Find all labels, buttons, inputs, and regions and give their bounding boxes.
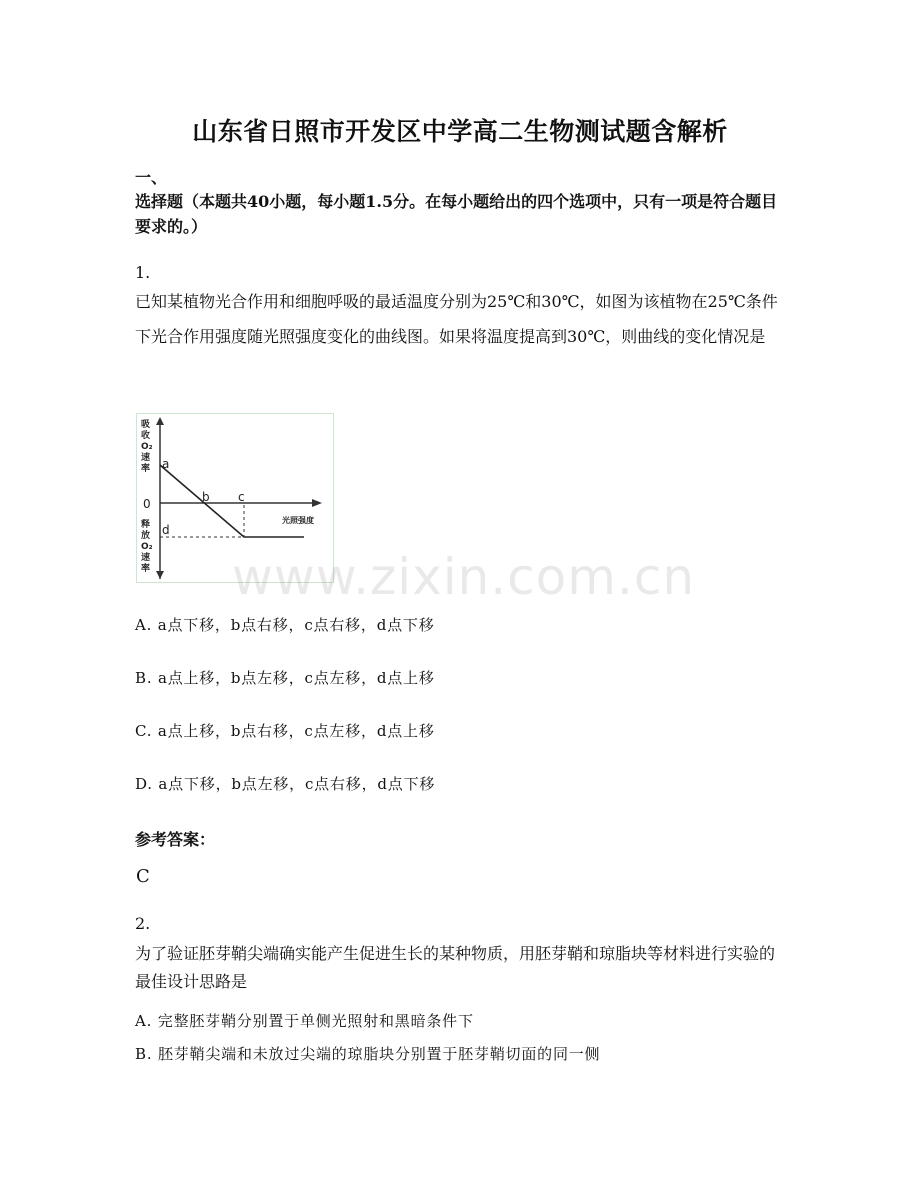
y-top-label-4: 速: [141, 453, 151, 463]
y-top-label-3: O₂: [141, 442, 153, 452]
question-1-option-a: A. a点下移，b点右移，c点右移，d点下移: [135, 616, 435, 634]
y-top-label-5: 率: [141, 464, 151, 474]
curve-diagram: [136, 413, 334, 583]
section-number: 一、: [135, 168, 168, 187]
question-2-number: 2.: [135, 914, 151, 933]
point-d-label: d: [162, 523, 170, 537]
light-intensity-curve-figure: [136, 413, 334, 583]
point-c-label: c: [238, 490, 245, 504]
watermark: www.zixin.com.cn: [232, 548, 696, 606]
x-axis-label: 光照强度: [282, 516, 314, 525]
y-bottom-label-2: 放: [141, 531, 151, 541]
answer-value: C: [136, 866, 150, 887]
question-2-option-b: B. 胚芽鞘尖端和未放过尖端的琼脂块分别置于胚芽鞘切面的同一侧: [135, 1045, 601, 1063]
question-2-option-a: A. 完整胚芽鞘分别置于单侧光照射和黑暗条件下: [135, 1012, 474, 1030]
y-bottom-label-1: 释: [141, 520, 151, 530]
answer-label: 参考答案：: [135, 830, 216, 849]
question-2-stem: 为了验证胚芽鞘尖端确实能产生促进生长的某种物质，用胚芽鞘和琼脂块等材料进行实验的最佳设计思路是: [135, 944, 776, 991]
point-b-label: b: [202, 490, 210, 504]
y-bottom-label-4: 速: [141, 553, 151, 563]
y-bottom-label-3: O₂: [141, 542, 153, 552]
question-1-option-c: C. a点上移，b点右移，c点左移，d点上移: [135, 722, 435, 740]
point-a-label: a: [162, 457, 170, 471]
question-1-number: 1.: [135, 263, 151, 282]
question-1-option-b: B. a点上移，b点左移，c点左移，d点上移: [135, 669, 435, 687]
y-top-label-2: 收: [141, 431, 151, 441]
question-1-stem: 已知某植物光合作用和细胞呼吸的最适温度分别为25℃和30℃，如图为该植物在25℃条件下光合作用强度随光照强度变化的曲线图。如果将温度提高到30℃，则曲线的变化情况是: [135, 292, 778, 346]
question-1-option-d: D. a点下移，b点左移，c点右移，d点下移: [135, 775, 436, 793]
origin-label: 0: [143, 497, 151, 511]
section-description: 选择题（本题共40小题，每小题1.5分。在每小题给出的四个选项中，只有一项是符合题目要求的。）: [135, 192, 778, 236]
y-top-label-1: 吸: [141, 420, 151, 430]
y-bottom-label-5: 率: [141, 564, 151, 574]
document-title: 山东省日照市开发区中学高二生物测试题含解析: [192, 117, 728, 146]
